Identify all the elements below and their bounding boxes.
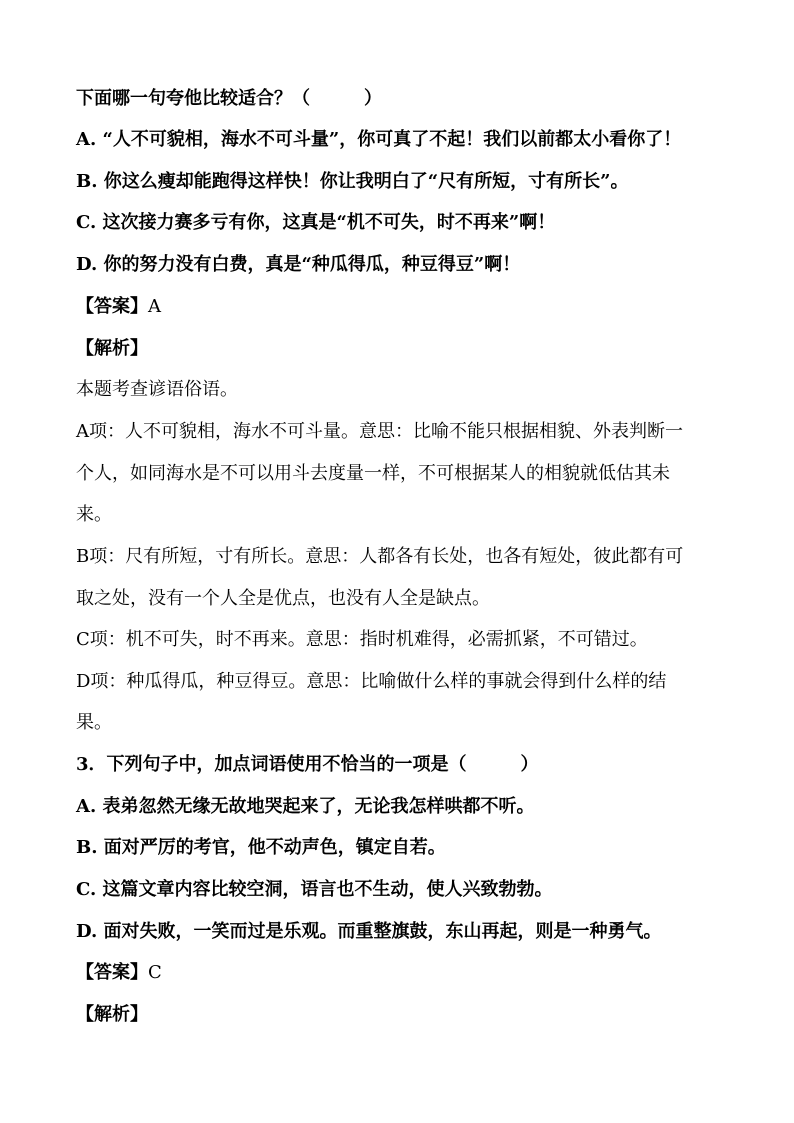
option-a: A. 表弟忽然无缘无故地哭起来了，无论我怎样哄都不听。	[76, 796, 535, 817]
answer-line	[76, 295, 161, 319]
analysis-line: A项：人不可貌相，海水不可斗量。意思：比喻不能只根据相貌、外表判断一	[76, 421, 683, 442]
option-b: B. 面对严厉的考官，他不动声色，镇定自若。	[76, 837, 446, 858]
analysis-line: 个人，如同海水是不可以用斗去度量一样，不可根据某人的相貌就低估其未	[76, 463, 670, 484]
analysis-line: 来。	[76, 504, 112, 525]
option-a: A. “人不可貌相，海水不可斗量”，你可真了不起！我们以前都太小看你了！	[76, 129, 682, 150]
analysis-line: C项：机不可失，时不再来。意思：指时机难得，必需抓紧，不可错过。	[76, 629, 648, 650]
option-c: C. 这次接力赛多亏有你，这真是“机不可失，时不再来”啊！	[76, 212, 556, 233]
option-c: C. 这篇文章内容比较空洞，语言也不生动，使人兴致勃勃。	[76, 879, 553, 900]
answer-value: A	[148, 296, 161, 317]
question-stem: 下面哪一句夸他比较适合？（ ）	[76, 88, 382, 109]
analysis-line: 取之处，没有一个人全是优点，也没有人全是缺点。	[76, 588, 490, 609]
answer-label: 【答案】	[76, 962, 148, 983]
analysis-line: B项：尺有所短，寸有所长。意思：人都各有长处，也各有短处，彼此都有可	[76, 546, 684, 567]
question-stem: 3．下列句子中，加点词语使用不恰当的一项是（ ）	[76, 754, 539, 775]
option-b: B. 你这么瘦却能跑得这样快！你让我明白了“尺有所短，寸有所长”。	[76, 171, 629, 192]
answer-line	[76, 961, 162, 985]
answer-label: 【答案】	[76, 296, 148, 317]
analysis-line: 本题考查谚语俗语。	[76, 379, 238, 400]
option-d: D. 面对失败，一笑而过是乐观。而重整旗鼓，东山再起，则是一种勇气。	[76, 921, 662, 942]
answer-value: C	[148, 962, 162, 983]
option-d: D. 你的努力没有白费，真是“种瓜得瓜，种豆得豆”啊！	[76, 254, 521, 275]
analysis-label: 【解析】	[76, 1004, 148, 1025]
analysis-label: 【解析】	[76, 338, 148, 359]
analysis-line: 果。	[76, 712, 112, 733]
analysis-line: D项：种瓜得瓜，种豆得豆。意思：比喻做什么样的事就会得到什么样的结	[76, 671, 667, 692]
